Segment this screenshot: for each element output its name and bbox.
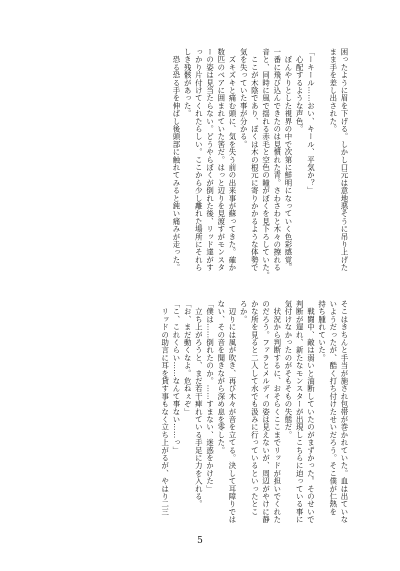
text-line: のだろう。ファラとメルディの姿は見えないが、周辺がやけに静: [261, 300, 271, 524]
text-line: 一番に飛び込んできたのは見慣れた青。さわさわと木々の擦れる: [272, 48, 282, 272]
text-line: 戦闘中、敵は弱いと油断していたのがまずかった。そのせいで: [306, 300, 316, 524]
text-line: 気を失っていた事が分かる。: [239, 48, 249, 149]
text-line: 困ったように眉を下げる。しかし口元は意地悪そうに吊り上げた: [340, 48, 349, 272]
text-line: 音と、同時に風で揺れる赤毛と空色の瞳がぼくを見下ろしていた。: [261, 48, 271, 279]
text-line: 気付けなかったのがそもそもの失態だ。: [283, 300, 293, 439]
text-line: 持ち腫れていた。: [317, 300, 327, 362]
text-line: ズキズキと痛む頭に、気を失う前の出来事が蘇ってきた。確か: [227, 48, 237, 272]
text-line: ここが木陰であり、ぼくは木の根元に寄りかかるような体勢で: [250, 48, 260, 272]
text-line: 恐る恐る手を伸ばし後頭部に触れてみると鈍い痛みが走った。: [171, 48, 181, 272]
text-line: 「こ、これくらい……なんて事ない……っ」: [171, 300, 181, 454]
text-line: 状況から判断するに、おそらくここまでリッドが担いでくれた: [272, 300, 282, 524]
text-block-bottom: [160, 300, 350, 532]
text-line: [316, 48, 327, 280]
text-line: ーの姿は見当たらない。どうやらぼくが倒れた後、リッド達がす: [205, 48, 215, 272]
text-line: ない、その音を聞きながら深め息を零した。: [216, 300, 226, 454]
text-line: 心配するような声色。: [295, 48, 305, 133]
text-line: 「僕は……倒れたのか。……すまない、迷惑をかけた」: [205, 300, 215, 493]
text-line: ぼんやりとした視界の中で次第に鮮明になっていく色彩感覚。: [283, 48, 293, 272]
page-number: 5: [197, 536, 203, 546]
text-line: 判断が遅れ、新たなモンスターが出現しこちらに迫っている事に: [295, 300, 305, 524]
text-line: 「ーキール……おい、キール、平気か？」: [306, 48, 316, 195]
text-line: 辺りには風が吹き、再び木々が音を立てる。決して耳障りでは: [227, 300, 237, 524]
text-line: リッドの助言に耳を貸す事もなく立ち上がるが、やはり二三: [160, 300, 170, 516]
text-line: ろか。: [239, 300, 249, 324]
text-line: 「お、まだ動くなよ。危ねぇぞ」: [183, 300, 193, 416]
text-line: 数匹のベアに囲まれていた筈だ。はっと辺りを見渡すがモンスタ: [216, 48, 226, 272]
text-line: いようだったが、酷く打ち付けたせいだろう。そこ僕が仁熱を: [328, 300, 338, 516]
text-line: 立ち上がろうと、まだ若干痺れている手足に力を入れる。: [194, 300, 204, 508]
text-line: かな所を見ると二人して水でも汲みに行っているといったとこ: [250, 300, 260, 516]
text-line: っかり片付けてくれたらしい。ここから少し離れた場所にそれら: [194, 48, 204, 272]
text-line: しき残骸があった。: [183, 48, 193, 118]
text-line: まま手を差し出された。: [328, 48, 338, 133]
text-line: そこはきちんと手当が施され包帯が巻かれていた。血は出ていな: [340, 300, 349, 524]
text-block-top: [171, 48, 350, 280]
